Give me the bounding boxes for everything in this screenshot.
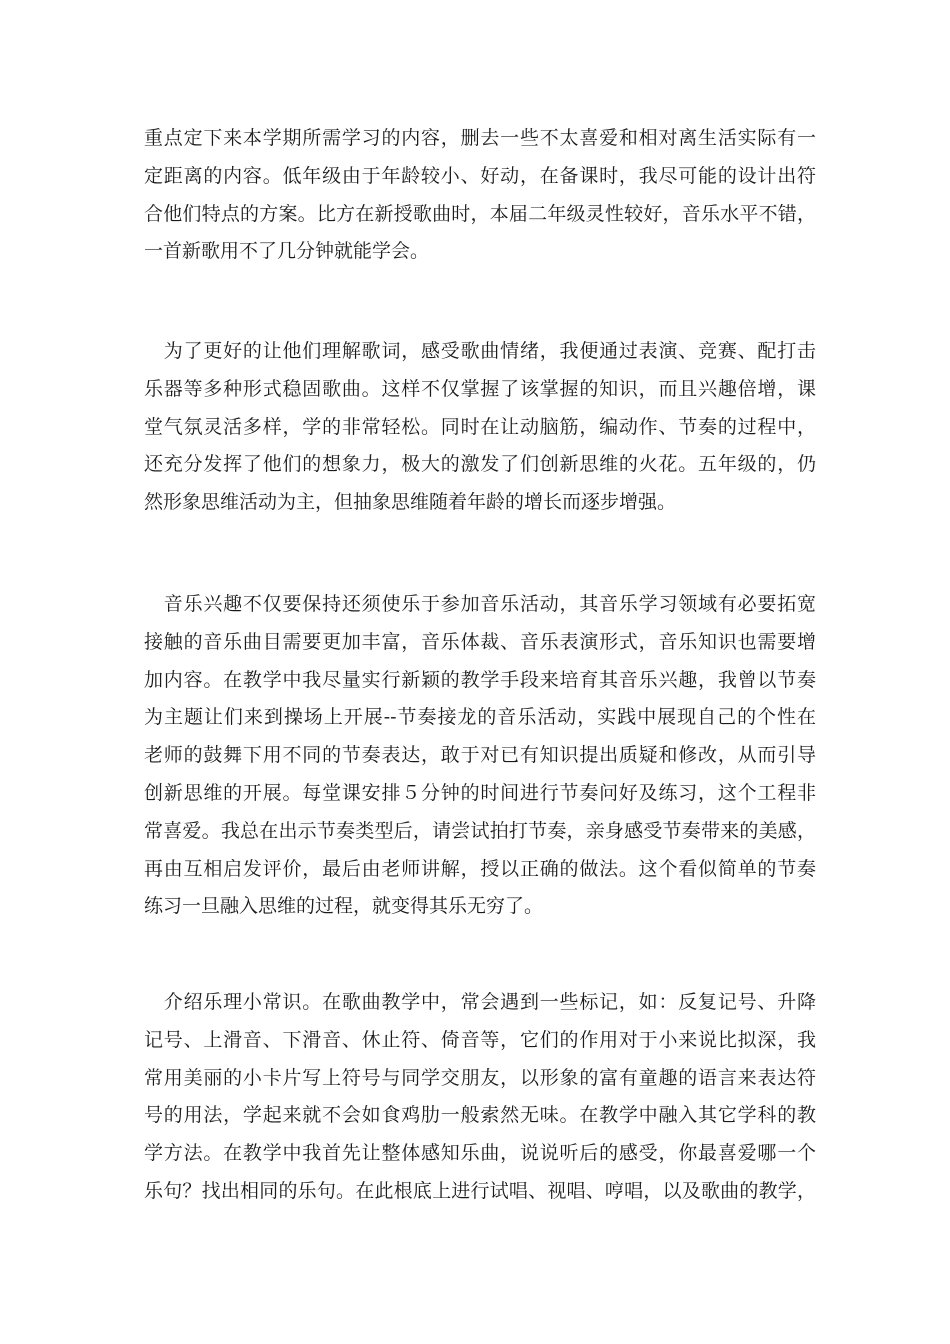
text-line: 练习一旦融入思维的过程，就变得其乐无穷了。 [144, 895, 544, 918]
text-line: 乐器等多种形式稳固歌曲。这样不仅掌握了该掌握的知识，而且兴趣倍增，课 [144, 377, 816, 400]
text-line: 学方法。在教学中我首先让整体感知乐曲，说说听后的感受，你最喜爱哪一个 [144, 1142, 816, 1165]
paragraph-4 [144, 984, 816, 1211]
text-line: 创新思维的开展。每堂课安排５分钟的时间进行节奏问好及练习，这个工程非 [144, 781, 816, 804]
text-line: 为主题让们来到操场上开展--节奏接龙的音乐活动，实践中展现自己的个性在 [144, 706, 816, 729]
text-line: 还充分发挥了他们的想象力，极大的激发了们创新思维的火花。五年级的，仍 [144, 453, 816, 476]
text-line: 然形象思维活动为主，但抽象思维随着年龄的增长而逐步增强。 [144, 491, 677, 514]
text-line: 堂气氛灵活多样，学的非常轻松。同时在让动脑筋，编动作、节奏的过程中， [144, 415, 816, 438]
text-line: 常用美丽的小卡片写上符号与同学交朋友，以形象的富有童趣的语言来表达符 [144, 1066, 816, 1089]
text-line: 介绍乐理小常识。在歌曲教学中，常会遇到一些标记，如：反复记号、升降 [144, 991, 816, 1013]
paragraph-3 [144, 586, 816, 926]
text-line: 合他们特点的方案。比方在新授歌曲时，本届二年级灵性较好，音乐水平不错， [144, 202, 816, 225]
text-line: 常喜爱。我总在出示节奏类型后，请尝试拍打节奏，亲身感受节奏带来的美感， [144, 819, 816, 842]
text-line: 加内容。在教学中我尽量实行新颖的教学手段来培育其音乐兴趣，我曾以节奏 [144, 668, 816, 691]
text-line: 音乐兴趣不仅要保持还须使乐于参加音乐活动，其音乐学习领域有必要拓宽 [144, 593, 816, 615]
text-line: 为了更好的让他们理解歌词，感受歌曲情绪，我便通过表演、竞赛、配打击 [144, 340, 816, 362]
text-line: 号的用法，学起来就不会如食鸡肋一般索然无味。在教学中融入其它学科的教 [144, 1104, 816, 1127]
text-line: 接触的音乐曲目需要更加丰富，音乐体裁、音乐表演形式，音乐知识也需要增 [144, 630, 816, 653]
text-line: 乐句？找出相同的乐句。在此根底上进行试唱、视唱、哼唱，以及歌曲的教学， [144, 1179, 816, 1202]
paragraph-1 [144, 120, 816, 271]
text-line: 重点定下来本学期所需学习的内容，删去一些不太喜爱和相对离生活实际有一 [144, 127, 816, 149]
text-line: 一首新歌用不了几分钟就能学会。 [144, 240, 430, 263]
text-line: 记号、上滑音、下滑音、休止符、倚音等，它们的作用对于小来说比拟深，我 [144, 1028, 816, 1051]
paragraph-2 [144, 333, 816, 522]
text-line: 定距离的内容。低年级由于年龄较小、好动，在备课时，我尽可能的设计出符 [144, 164, 816, 187]
text-line: 再由互相启发评价，最后由老师讲解，授以正确的做法。这个看似简单的节奏 [144, 857, 816, 880]
text-line: 老师的鼓舞下用不同的节奏表达，敢于对已有知识提出质疑和修改，从而引导 [144, 744, 816, 767]
